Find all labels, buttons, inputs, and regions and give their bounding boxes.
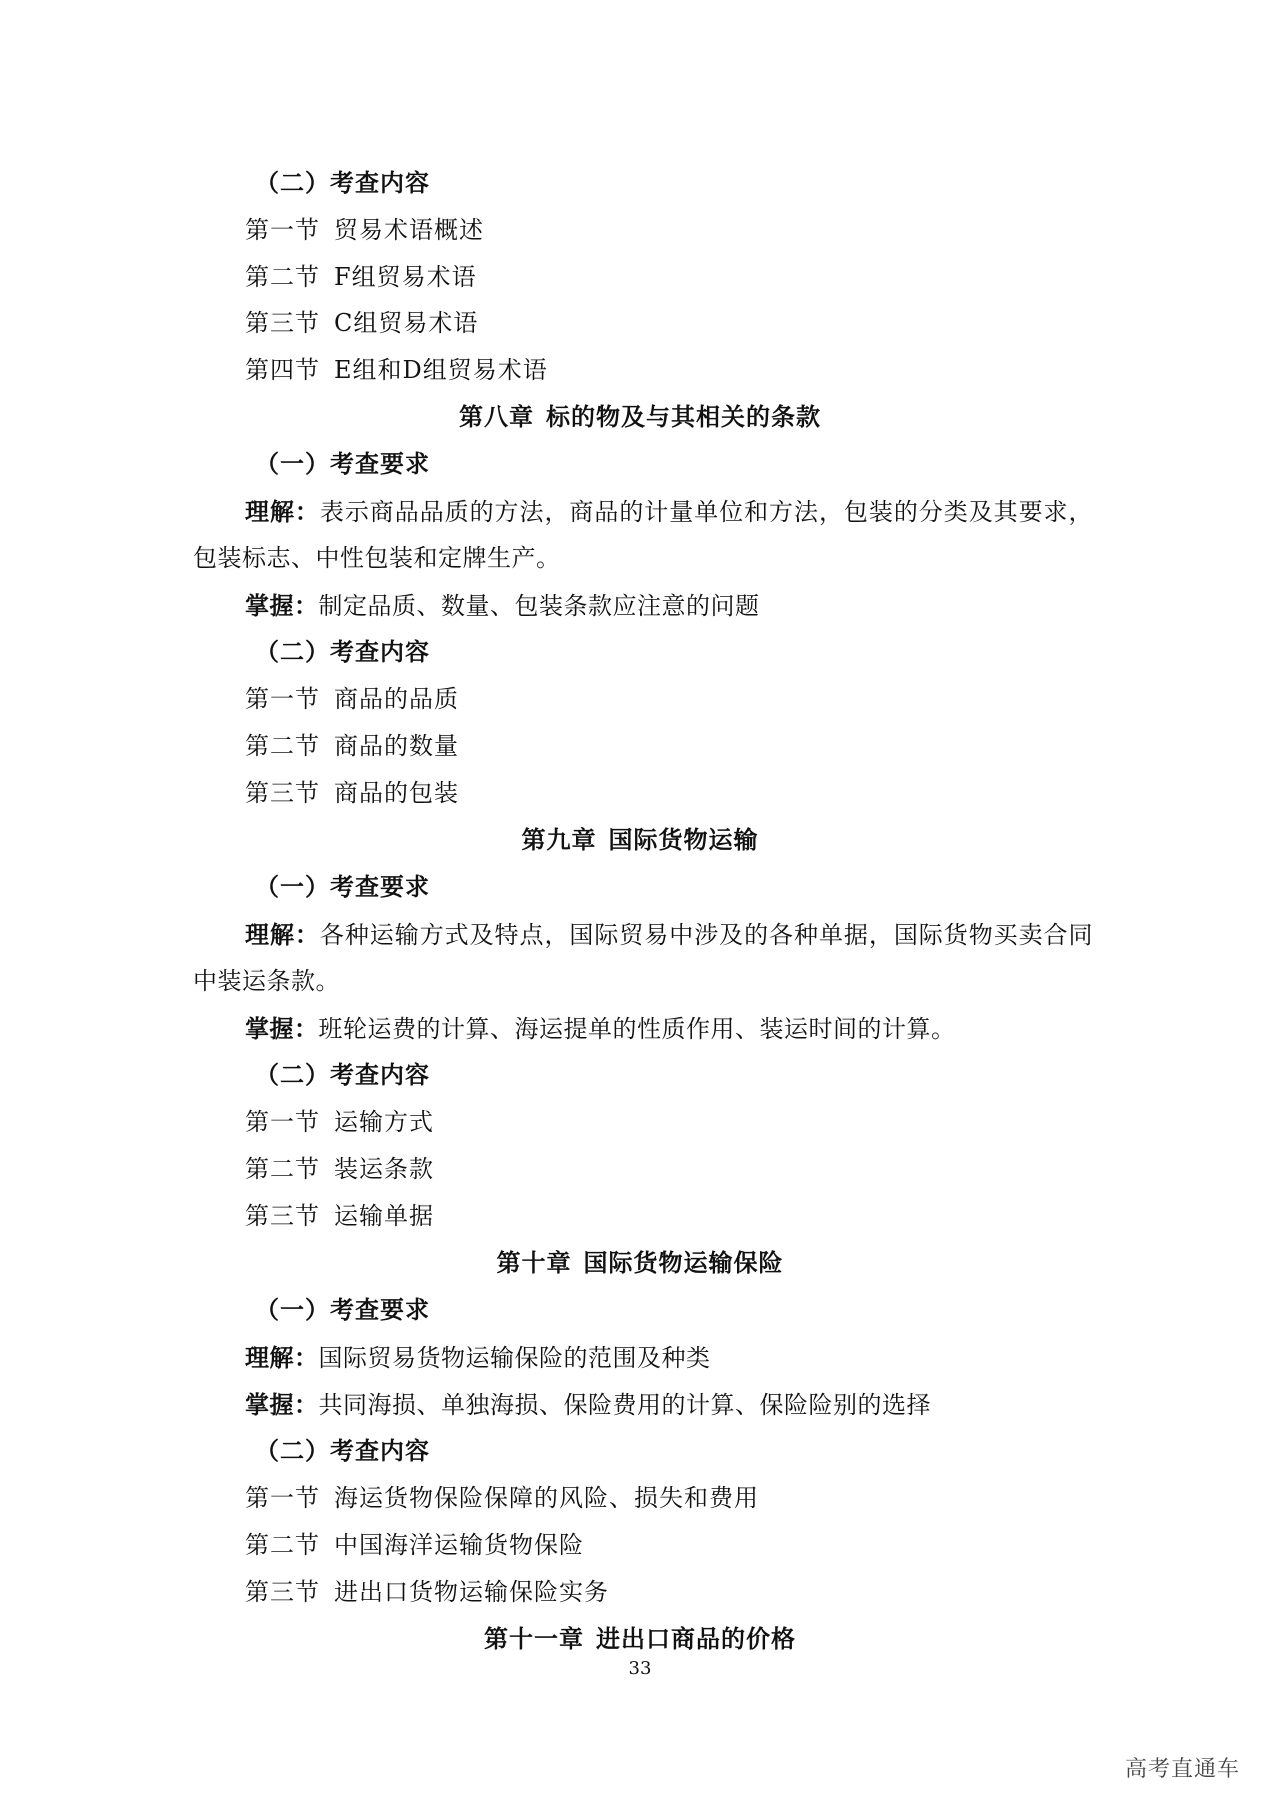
node-title: 海运货物保险保障的风险、损失和费用 — [334, 1484, 759, 1512]
chapter-heading — [0, 825, 1280, 855]
node-label: 第四节 — [245, 356, 320, 384]
section-heading-content: （二）考查内容 — [255, 1436, 430, 1465]
outline-node — [245, 1107, 434, 1137]
node-label: 第一节 — [245, 1484, 320, 1512]
chapter-heading — [0, 1624, 1280, 1654]
node-label: 第三节 — [245, 779, 320, 807]
understand-label: 理解： — [245, 1343, 319, 1372]
requirement-understand — [193, 489, 1093, 581]
outline-node — [245, 262, 477, 292]
outline-node — [245, 1577, 609, 1607]
outline-node — [245, 215, 484, 245]
outline-node — [245, 1201, 434, 1231]
node-title: 进出口货物运输保险实务 — [334, 1578, 609, 1606]
node-label: 第二节 — [245, 1531, 320, 1559]
section-heading-content: （二）考查内容 — [255, 1060, 430, 1089]
master-label: 掌握： — [245, 1390, 319, 1419]
section-heading-requirements: （一）考查要求 — [255, 872, 430, 901]
master-label: 掌握： — [245, 591, 319, 620]
node-label: 第三节 — [245, 1578, 320, 1606]
understand-label: 理解： — [245, 497, 320, 526]
master-text: 制定品质、数量、包装条款应注意的问题 — [318, 592, 760, 620]
requirement-understand — [193, 912, 1093, 1004]
node-title: C组贸易术语 — [334, 309, 479, 337]
outline-node — [245, 355, 548, 385]
watermark-text: 高考直通车 — [1124, 1757, 1240, 1782]
chapter-title: 进出口商品的价格 — [596, 1624, 796, 1653]
node-title: 装运条款 — [334, 1155, 434, 1183]
requirement-master — [193, 583, 1093, 629]
node-title: 商品的包装 — [334, 779, 459, 807]
node-label: 第三节 — [245, 1202, 320, 1230]
node-title: 商品的品质 — [334, 685, 459, 713]
node-label: 第二节 — [245, 1155, 320, 1183]
chapter-number: 第十一章 — [484, 1624, 584, 1653]
node-label: 第一节 — [245, 1108, 320, 1136]
section-heading-content: （二）考查内容 — [255, 637, 430, 666]
requirement-master — [193, 1006, 1093, 1052]
outline-node — [245, 731, 459, 761]
node-title: E组和D组贸易术语 — [334, 356, 548, 384]
understand-text: 国际贸易货物运输保险的范围及种类 — [318, 1344, 711, 1372]
outline-node — [245, 1530, 584, 1560]
node-label: 第二节 — [245, 263, 320, 291]
node-label: 第三节 — [245, 309, 320, 337]
understand-label: 理解： — [245, 920, 320, 949]
master-text: 共同海损、单独海损、保险费用的计算、保险险别的选择 — [318, 1391, 931, 1419]
outline-node — [245, 684, 459, 714]
node-title: 贸易术语概述 — [334, 216, 484, 244]
node-label: 第二节 — [245, 732, 320, 760]
master-label: 掌握： — [245, 1014, 319, 1043]
chapter-title: 国际货物运输保险 — [583, 1248, 784, 1277]
chapter-number: 第九章 — [521, 825, 597, 854]
chapter-title: 标的物及与其相关的条款 — [546, 402, 821, 431]
section-heading-requirements: （一）考查要求 — [255, 1295, 430, 1324]
requirement-understand — [193, 1335, 1093, 1381]
node-label: 第一节 — [245, 216, 320, 244]
outline-node — [245, 778, 459, 808]
node-label: 第一节 — [245, 685, 320, 713]
chapter-heading — [0, 1248, 1280, 1278]
section-heading-requirements: （一）考查要求 — [255, 449, 430, 478]
chapter-title: 国际货物运输 — [608, 825, 759, 854]
outline-node — [245, 1154, 434, 1184]
understand-text: 各种运输方式及特点，国际贸易中涉及的各种单据，国际货物买卖合同中装运条款。 — [193, 921, 1094, 995]
page-number: 33 — [628, 1658, 652, 1679]
requirement-master — [193, 1382, 1093, 1428]
chapter-number: 第八章 — [459, 402, 534, 431]
chapter-heading — [0, 402, 1280, 432]
node-title: 运输方式 — [334, 1108, 434, 1136]
chapter-number: 第十章 — [496, 1248, 572, 1277]
node-title: F组贸易术语 — [334, 263, 477, 291]
master-text: 班轮运费的计算、海运提单的性质作用、装运时间的计算。 — [318, 1015, 956, 1043]
outline-node — [245, 308, 478, 338]
section-heading-content: （二）考查内容 — [255, 168, 430, 197]
node-title: 商品的数量 — [334, 732, 459, 760]
node-title: 运输单据 — [334, 1202, 434, 1230]
node-title: 中国海洋运输货物保险 — [334, 1531, 584, 1559]
outline-node — [245, 1483, 759, 1513]
understand-text: 表示商品品质的方法，商品的计量单位和方法，包装的分类及其要求，包装标志、中性包装和定牌生产。 — [193, 498, 1094, 572]
